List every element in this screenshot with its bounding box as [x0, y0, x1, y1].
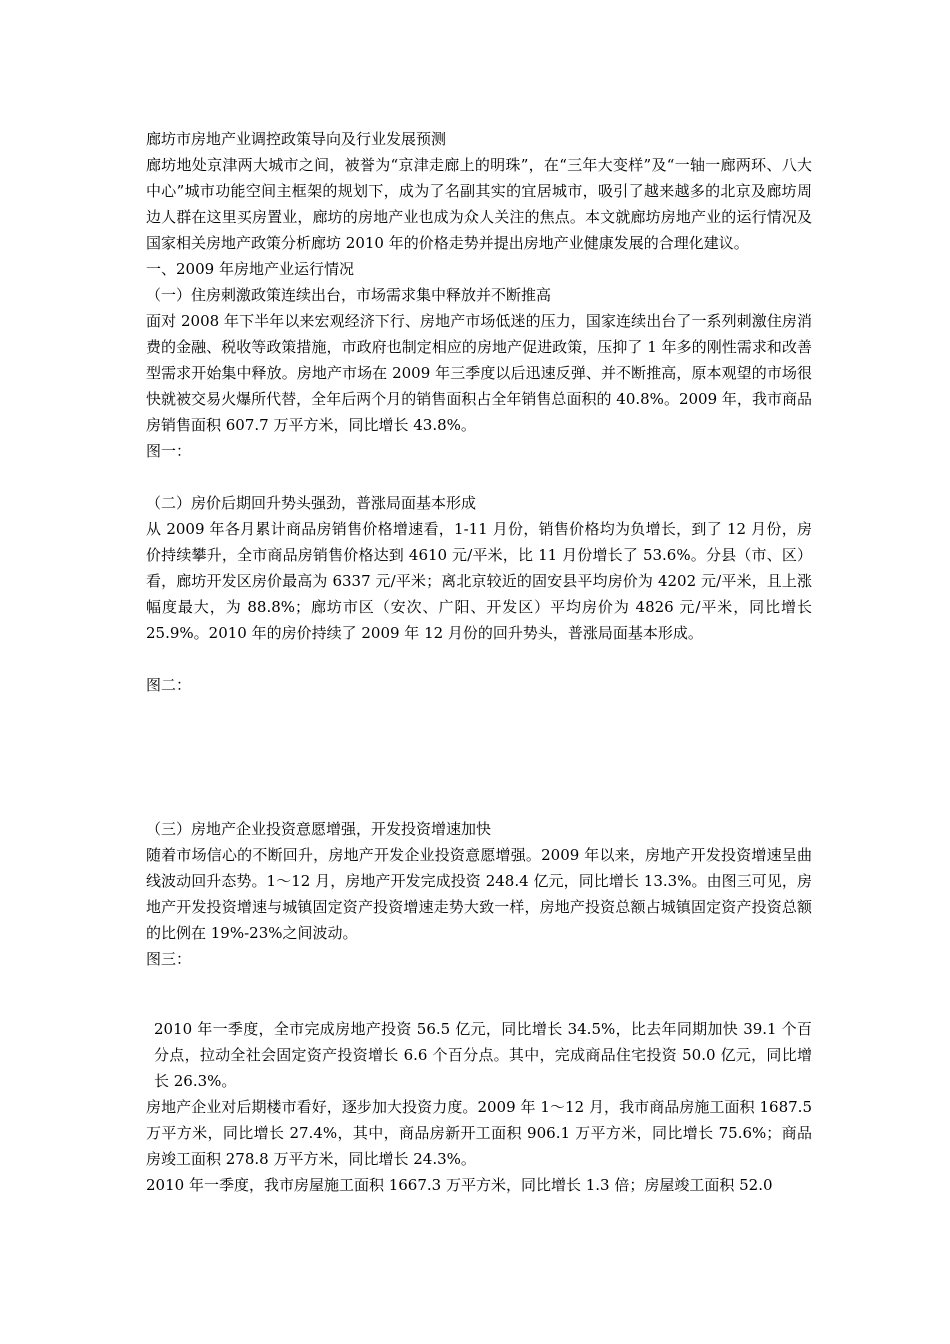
construction-area-paragraph: 房地产企业对后期楼市看好，逐步加大投资力度。2009 年 1～12 月，我市商品房施工面积 1687.5 万平方米，同比增长 27.4%，其中，商品房新开工面积 906.1 万平方米，同比增长 75.6%；商品房竣工面积 278.8 万平方米，同比增长 24.3%。 — [146, 1098, 812, 1168]
subsection-heading-2: （二）房价后期回升势头强劲，普涨局面基本形成 — [146, 494, 477, 512]
figure-2-placeholder — [146, 698, 812, 816]
subsection-heading-1: （一）住房刺激政策连续出台，市场需求集中释放并不断推高 — [146, 286, 552, 304]
subsection-body-1: 面对 2008 年下半年以来宏观经济下行、房地产市场低迷的压力，国家连续出台了一系列刺激住房消费的金融、税收等政策措施，市政府也制定相应的房地产促进政策，压抑了 1 年多的刚性需求和改善型需求开始集中释放。房地产市场在 2009 年三季度以后迅速反弹、并不断推高，原本观望的市场很快就被交易火爆所代替，全年后两个月的销售面积占全年销售总面积的 40.8%。2009 年，我市商品房销售面积 607.7 万平方米，同比增长 43.8%。 — [146, 312, 812, 434]
document-title: 廊坊市房地产业调控政策导向及行业发展预测 — [146, 130, 447, 148]
q1-construction-paragraph: 2010 年一季度，我市房屋施工面积 1667.3 万平方米，同比增长 1.3 倍；房屋竣工面积 52.0 — [146, 1176, 773, 1194]
subsection-heading-3: （三）房地产企业投资意愿增强，开发投资增速加快 — [146, 820, 492, 838]
q1-investment-paragraph: 2010 年一季度，全市完成房地产投资 56.5 亿元，同比增长 34.5%，比去年同期加快 39.1 个百分点，拉动全社会固定资产投资增长 6.6 个百分点。其中，完成商品住宅投资 50.0 亿元，同比增长 26.3%。 — [154, 1020, 812, 1090]
spacer — [146, 646, 812, 672]
figure-3-label: 图三： — [146, 950, 192, 968]
subsection-body-2: 从 2009 年各月累计商品房销售价格增速看，1-11 月份，销售价格均为负增长，到了 12 月份，房价持续攀升，全市商品房销售价格达到 4610 元/平米，比 11 月份增长了 53.6%。分县（市、区）看，廊坊开发区房价最高为 6337 元/平米；离北京较近的固安县平均房价为 4202 元/平米，且上涨幅度最大，为 88.8%；廊坊市区（安次、广阳、开发区）平均房价为 4826 元/平米，同比增长 25.9%。2010 年的房价持续了 2009 年 12 月份的回升势头，普涨局面基本形成。 — [146, 520, 812, 642]
figure-1-label: 图一： — [146, 442, 192, 460]
section-heading: 一、2009 年房地产业运行情况 — [146, 260, 354, 278]
subsection-body-3: 随着市场信心的不断回升，房地产开发企业投资意愿增强。2009 年以来，房地产开发投资增速呈曲线波动回升态势。1～12 月，房地产开发完成投资 248.4 亿元，同比增长 13.3%。由图三可见，房地产开发投资增速与城镇固定资产投资增速走势大致一样，房地产投资总额占城镇固定资产投资总额的比例在 19%-23%之间波动。 — [146, 846, 812, 942]
figure-3-placeholder — [146, 972, 812, 1016]
document-page — [146, 126, 812, 1198]
intro-paragraph: 廊坊地处京津两大城市之间，被誉为“京津走廊上的明珠”，在“三年大变样”及“一轴一廊两环、八大中心”城市功能空间主框架的规划下，成为了名副其实的宜居城市，吸引了越来越多的北京及廊坊周边人群在这里买房置业，廊坊的房地产业也成为众人关注的焦点。本文就廊坊房地产业的运行情况及国家相关房地产政策分析廊坊 2010 年的价格走势并提出房地产业健康发展的合理化建议。 — [146, 156, 812, 252]
figure-2-label: 图二： — [146, 676, 192, 694]
figure-1-placeholder — [146, 464, 812, 490]
